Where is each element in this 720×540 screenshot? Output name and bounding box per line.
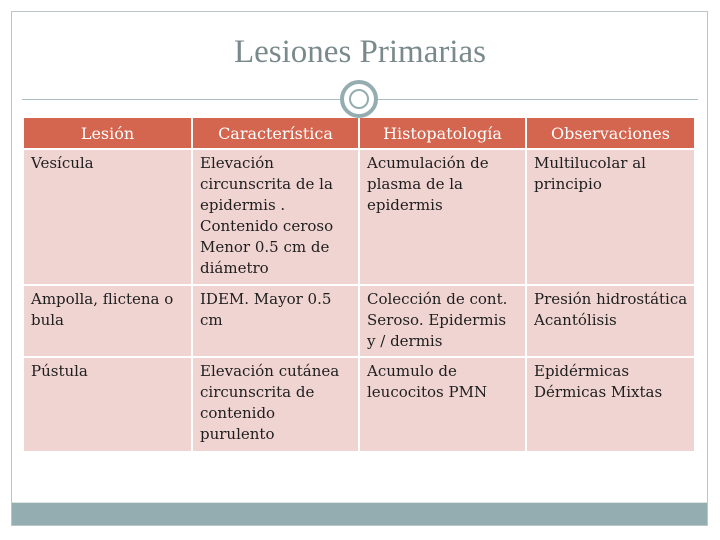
table-cell: Acumulo de leucocitos PMN [359, 357, 526, 451]
table-cell: Epidérmicas Dérmicas Mixtas [526, 357, 694, 451]
header-observaciones: Observaciones [526, 118, 694, 149]
table-row [24, 357, 694, 451]
table-header-row [24, 118, 694, 149]
header-lesion: Lesión [24, 118, 192, 149]
lesions-table [24, 118, 694, 451]
table-cell: Pústula [24, 357, 192, 451]
table-cell: Vesícula [24, 149, 192, 285]
table-cell: Ampolla, flictena o bula [24, 285, 192, 357]
table-row [24, 285, 694, 357]
table-cell: Elevación circunscrita de la epidermis . Contenido ceroso Menor 0.5 cm de diámetro [192, 149, 359, 285]
table-cell: Colección de cont. Seroso. Epidermis y / dermis [359, 285, 526, 357]
header-caracteristica: Característica [192, 118, 359, 149]
table-cell: Elevación cutánea circunscrita de contenido purulento [192, 357, 359, 451]
table-cell: Acumulación de plasma de la epidermis [359, 149, 526, 285]
circle-ornament-icon [340, 80, 378, 118]
footer-bar [12, 503, 707, 525]
table-cell: IDEM. Mayor 0.5 cm [192, 285, 359, 357]
table-row [24, 149, 694, 285]
table-cell: Presión hidrostática Acantólisis [526, 285, 694, 357]
header-histopatologia: Histopatología [359, 118, 526, 149]
table-cell: Multilucolar al principio [526, 149, 694, 285]
slide-title: Lesiones Primarias [233, 34, 487, 70]
